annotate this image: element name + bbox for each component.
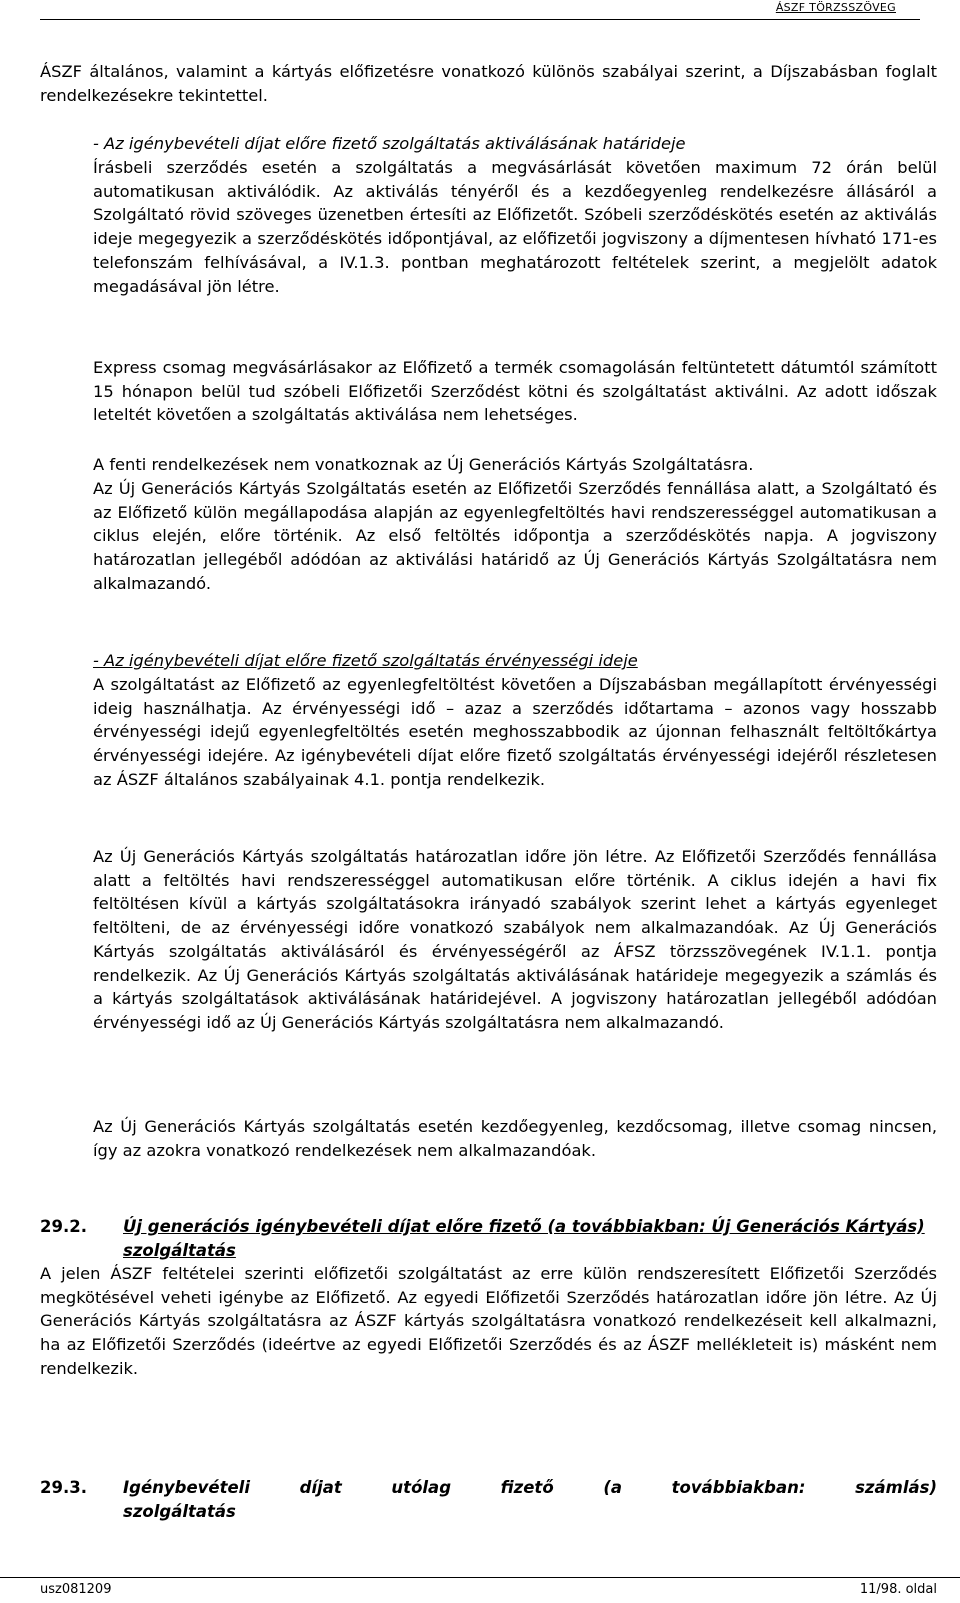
activation-heading: - Az igénybevételi díjat előre fizető szolgáltatás aktiválásának határideje [93, 134, 686, 153]
page-header [40, 0, 920, 20]
header-title: ÁSZF TÖRZSSZÖVEG [775, 1, 896, 14]
activation-paragraph: Írásbeli szerződés esetén a szolgáltatás a megvásárlását követően maximum 72 órán belül automatikusan aktiválódik. Az aktiválás tényéről és a kezdőegyenleg rendelkezésre állásáról a Szolgáltató rövid szöveges üzenetben értesíti az Előfizetőt. Szóbeli szerződéskötés esetén az aktiválás ideje megegyezik a szerződéskötés időpontjával, az előfizetői jogviszony a díjmentesen hívható 171-es telefonszám felhívásával, a IV.1.3. pontban meghatározott feltételek szerint, a megjelölt adatok megadásával jön létre. [93, 158, 937, 296]
validity-paragraph: A szolgáltatást az Előfizető az egyenlegfeltöltést követően a Díjszabásban megállapított érvényességi ideig használhatja. Az érvényességi idő – azaz a szerződés időtartama – azonos vagy hosszabb érvényességi idejű egyenlegfeltöltés esetén meghosszabbodik az újonnan felhasznált feltöltőkártya érvényességi idejére. Az igénybevételi díjat előre fizető szolgáltatás érvényességi idejéről részletesen az ÁSZF általános szabályainak 4.1. pontja rendelkezik. [93, 675, 937, 789]
ujgen-activation-paragraph: Az Új Generációs Kártyás Szolgáltatás esetén az Előfizetői Szerződés fennállása alatt, a Szolgáltató és az Előfizető külön megállapodása alapján az egyenlegfeltöltés havi rendszerességgel automatikusan a ciklus elején, előre történik. Az első feltöltés időpontja a szerződéskötés napja. A jogviszony határozatlan jellegéből adódóan az aktiválási határidő az Új Generációs Kártyás Szolgáltatásra nem alkalmazandó. [93, 479, 937, 593]
section-29-3-heading [40, 1476, 937, 1524]
ujgen-validity-paragraph: Az Új Generációs Kártyás szolgáltatás határozatlan időre jön létre. Az Előfizetői Szerződés fennállása alatt a feltöltés havi rendszerességgel automatikusan előre történik. A ciklus idején a havi fix feltöltésen kívül a kártyás szolgáltatásokra irányadó szabályok szerint lehet a kártyás egyenleget feltölteni, de az érvényességi időre vonatkozó szabályok nem alkalmazandóak. Az Új Generációs Kártyás szolgáltatás aktiválásáról és érvényességéről az ÁFSZ törzsszövegének IV.1.1. pontja rendelkezik. Az Új Generációs Kártyás szolgáltatás aktiválásának határideje megegyezik a számlás és a kártyás szolgáltatások aktiválásának határidejével. A jogviszony határozatlan jellegéből adódóan érvényességi idő az Új Generációs Kártyás szolgáltatásra nem alkalmazandó. [93, 847, 937, 1032]
section-title-line1: Igénybevételi díjat utólag fizető (a továbbiakban: számlás) [123, 1478, 937, 1497]
page-footer [0, 1577, 960, 1598]
express-paragraph: Express csomag megvásárlásakor az Előfizető a termék csomagolásán feltüntetett dátumtól számított 15 hónapon belül tud szóbeli Előfizetői Szerződést kötni és szolgáltatást aktiválni. Az adott időszak leteltét követően a szolgáltatás aktiválása nem lehetséges. [93, 358, 937, 425]
document-id: usz081209 [40, 1582, 112, 1597]
page-number: 11/98. oldal [859, 1582, 937, 1597]
section-number: 29.3. [40, 1478, 87, 1497]
section-29-2-paragraph: A jelen ÁSZF feltételei szerinti előfizetői szolgáltatást az erre külön rendszeresített Előfizetői Szerződés megkötésével veheti igénybe az Előfizető. Az egyedi Előfizetői Szerződés határozatlan időre jön létre. Az Új Generációs Kártyás szolgáltatásra az ÁSZF kártyás szolgáltatásra vonatkozó rendelkezéseit kell alkalmazni, ha az Előfizetői Szerződés (ideértve az egyedi Előfizetői Szerződés és az ÁSZF mellékleteit is) másként nem rendelkezik. [40, 1264, 937, 1378]
section-title: Új generációs igénybevételi díjat előre fizető (a továbbiakban: Új Generációs Kártyás) szolgáltatás [123, 1217, 925, 1260]
validity-heading: - Az igénybevételi díjat előre fizető szolgáltatás érvényességi ideje [93, 651, 638, 670]
section-number: 29.2. [40, 1217, 87, 1236]
section-title-line2: szolgáltatás [123, 1502, 236, 1521]
section-29-2-heading [40, 1215, 937, 1263]
not-apply-paragraph: A fenti rendelkezések nem vonatkoznak az Új Generációs Kártyás Szolgáltatásra. [93, 455, 754, 474]
starter-paragraph: Az Új Generációs Kártyás szolgáltatás esetén kezdőegyenleg, kezdőcsomag, illetve csomag nincsen, így az azokra vonatkozó rendelkezések nem alkalmazandóak. [93, 1117, 937, 1160]
intro-paragraph: ÁSZF általános, valamint a kártyás előfizetésre vonatkozó különös szabályai szerint, a Díjszabásban foglalt rendelkezésekre tekintettel. [40, 62, 937, 105]
